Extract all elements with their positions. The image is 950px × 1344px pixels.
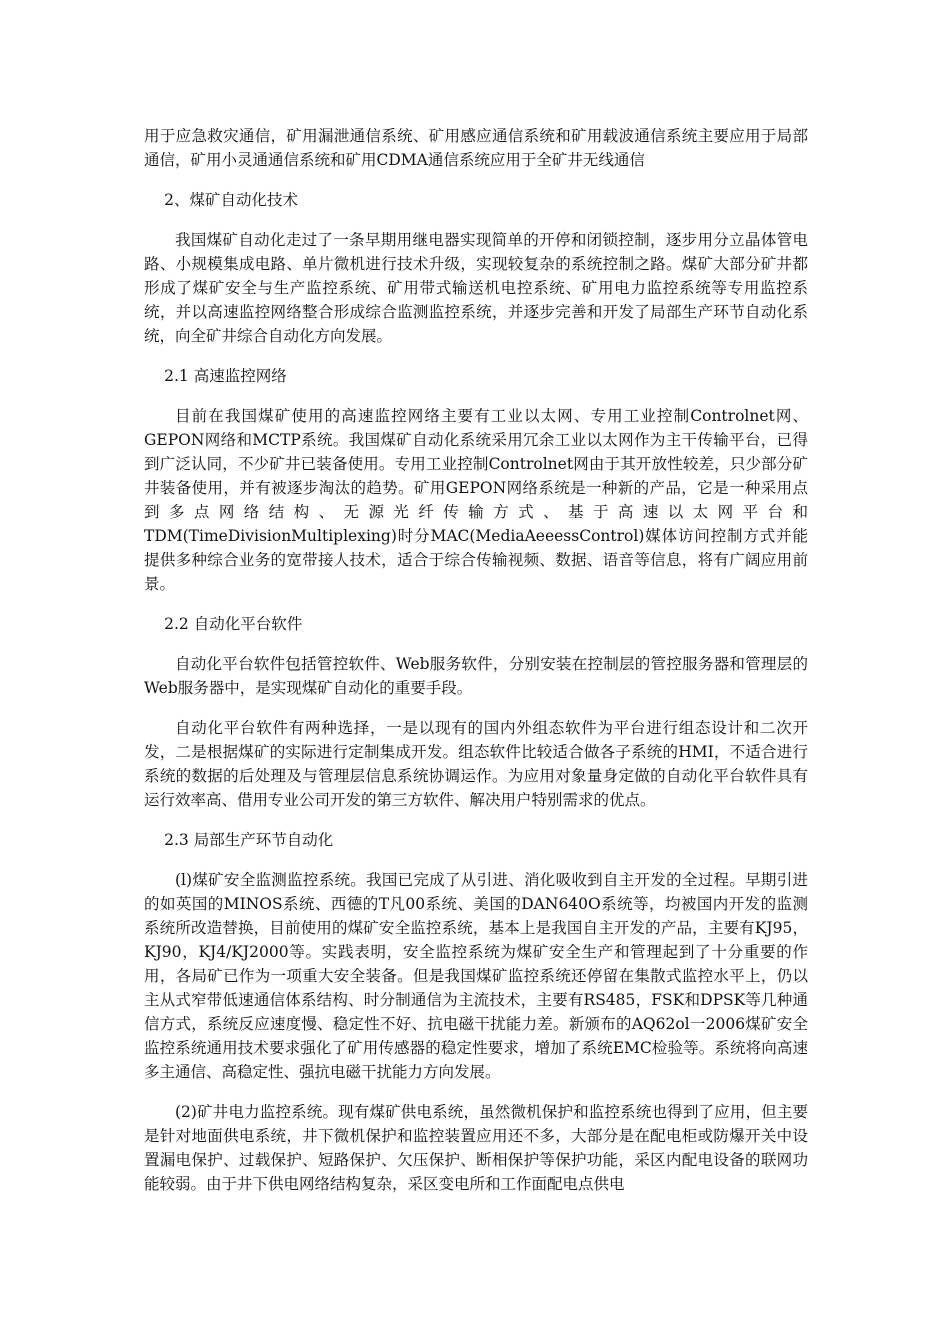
section-heading-2: 2、煤矿自动化技术 xyxy=(164,191,299,209)
paragraph-platform-software-b: 自动化平台软件有两种选择，一是以现有的国内外组态软件为平台进行组态设计和二次开发，二是根据煤矿的实际进行定制集成开发。组态软件比较适合做各子系统的HMI，不适合进行系统的数据的后处理及与管理层信息系统协调运作。为应用对象量身定做的自动化平台软件具有运行效率高、借用专业公司开发的第三方软件、解决用户特别需求的优点。 xyxy=(144,719,808,809)
paragraph-platform-software-a: 自动化平台软件包括管控软件、Web服务软件，分别安装在控制层的管控服务器和管理层的Web服务器中，是实现煤矿自动化的重要手段。 xyxy=(144,655,808,697)
paragraph-high-speed-network: 目前在我国煤矿使用的高速监控网络主要有工业以太网、专用工业控制Controlnet网、GEPON网络和MCTP系统。我国煤矿自动化系统采用冗余工业以太网作为主干传输平台，已得到广泛认同，不少矿井已装备使用。专用工业控制Controlnet网由于其开放性较差，只少部分矿井装备使用，并有被逐步淘汰的趋势。矿用GEPON网络系统是一种新的产品，它是一种采用点到多点网络结构、无源光纤传输方式、基于高速以太网平台和TDM(TimeDivisionMultiplexing)时分MAC(MediaAeeessControl)媒体访问控制方式并能提供多种综合业务的宽带接人技术，适合于综合传输视频、数据、语音等信息，将有广阔应用前景。 xyxy=(144,407,808,593)
paragraph-power-monitoring: (2)矿井电力监控系统。现有煤矿供电系统，虽然微机保护和监控系统也得到了应用，但主要是针对地面供电系统，井下微机保护和监控装置应用还不多，大部分是在配电柜或防爆开关中设置漏电保护、过载保护、短路保护、欠压保护、断相保护等保护功能，采区内配电设备的联网功能较弱。由于井下供电网络结构复杂，采区变电所和工作面配电点供电 xyxy=(144,1103,808,1193)
section-heading-2-2: 2.2 自动化平台软件 xyxy=(164,615,303,633)
document-body xyxy=(144,124,808,1196)
section-heading-2-1: 2.1 高速监控网络 xyxy=(164,367,287,385)
paragraph-wireless-communication: 用于应急救灾通信，矿用漏泄通信系统、矿用感应通信系统和矿用载波通信系统主要应用于局部通信，矿用小灵通通信系统和矿用CDMA通信系统应用于全矿井无线通信 xyxy=(144,127,808,169)
paragraph-safety-monitoring: (l)煤矿安全监测监控系统。我国已完成了从引进、消化吸收到自主开发的全过程。早期引进的如英国的MINOS系统、西德的T凡00系统、美国的DAN640O系统等，均被国内开发的监测系统所改造替换，目前使用的煤矿安全监控系统，基本上是我国自主开发的产品，主要有KJ95，KJ90，KJ4/KJ2000等。实践表明，安全监控系统为煤矿安全生产和管理起到了十分重要的作用，各局矿已作为一项重大安全装备。但是我国煤矿监控系统还停留在集散式监控水平上，仍以主从式窄带低速通信体系结构、时分制通信为主流技术，主要有RS485，FSK和DPSK等几种通信方式，系统反应速度慢、稳定性不好、抗电磁干扰能力差。新颁布的AQ62ol一2006煤矿安全监控系统通用技术要求强化了矿用传感器的稳定性要求，增加了系统EMC检验等。系统将向高速多主通信、高稳定性、强抗电磁干扰能力方向发展。 xyxy=(144,871,808,1081)
paragraph-automation-overview: 我国煤矿自动化走过了一条早期用继电器实现简单的开停和闭锁控制，逐步用分立晶体管电路、小规模集成电路、单片微机进行技术升级，实现较复杂的系统控制之路。煤矿大部分矿井都形成了煤矿安全与生产监控系统、矿用带式输送机电控系统、矿用电力监控系统等专用监控系统，并以高速监控网络整合形成综合监测监控系统，并逐步完善和开发了局部生产环节自动化系统，向全矿井综合自动化方向发展。 xyxy=(144,231,808,345)
section-heading-2-3: 2.3 局部生产环节自动化 xyxy=(164,831,334,849)
